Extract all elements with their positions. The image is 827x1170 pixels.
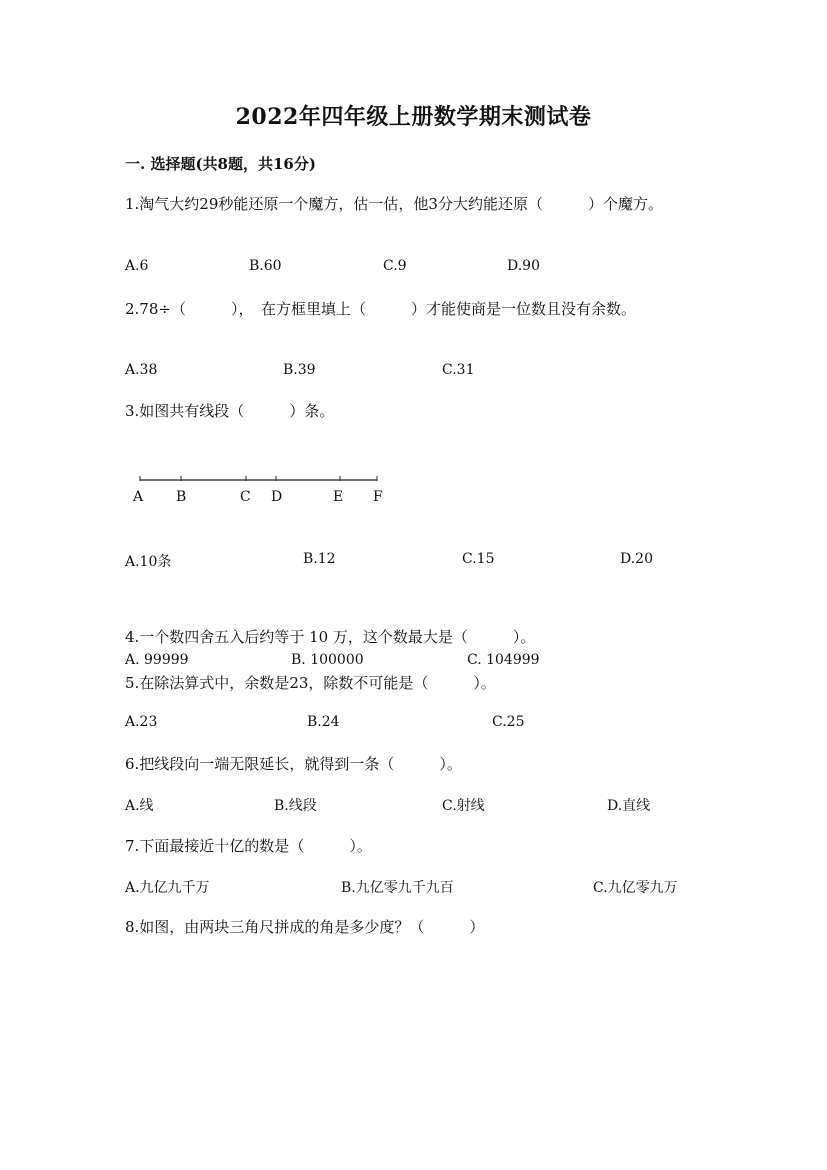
- q1-option-c: C.9: [383, 258, 407, 274]
- q4-option-c: C. 104999: [467, 652, 540, 668]
- q3-option-d: D.20: [620, 551, 653, 567]
- q3-option-c: C.15: [462, 551, 495, 567]
- q4-option-b: B. 100000: [291, 652, 364, 668]
- question-2-text: 2.78÷（ ）， 在方框里填上（ ）才能使商是一位数且没有余数。: [125, 300, 636, 318]
- question-4-text: 4.一个数四舍五入后约等于 10 万，这个数最大是（ ）。: [125, 628, 536, 646]
- question-1-text: 1.淘气大约29秒能还原一个魔方，估一估，他3分大约能还原（ ）个魔方。: [125, 195, 663, 213]
- q6-option-c: C.射线: [442, 798, 485, 814]
- q6-option-b: B.线段: [274, 798, 317, 814]
- q1-option-b: B.60: [249, 258, 282, 274]
- q3-option-b: B.12: [303, 551, 336, 567]
- point-label-f: F: [373, 489, 383, 505]
- q2-option-c: C.31: [442, 362, 475, 378]
- q7-option-c: C.九亿零九万: [593, 880, 678, 896]
- q5-option-b: B.24: [307, 714, 340, 730]
- section-heading: 一. 选择题(共8题，共16分): [125, 155, 316, 173]
- q7-option-b: B.九亿零九千九百: [341, 880, 454, 896]
- question-5-text: 5.在除法算式中，余数是23，除数不可能是（ ）。: [125, 674, 496, 692]
- q6-option-a: A.线: [125, 798, 154, 814]
- point-label-d: D: [271, 489, 283, 505]
- question-6-text: 6.把线段向一端无限延长，就得到一条（ ）。: [125, 755, 462, 773]
- page-title: 2022年四年级上册数学期末测试卷: [235, 104, 592, 130]
- q5-option-c: C.25: [492, 714, 525, 730]
- q2-option-b: B.39: [283, 362, 316, 378]
- question-3-text: 3.如图共有线段（ ）条。: [125, 402, 335, 420]
- point-label-a: A: [133, 489, 144, 505]
- question-8-text: 8.如图，由两块三角尺拼成的角是多少度？（ ）: [125, 918, 485, 936]
- q4-option-a: A. 99999: [125, 652, 189, 668]
- q6-option-d: D.直线: [607, 798, 651, 814]
- q7-option-a: A.九亿九千万: [125, 880, 210, 896]
- q5-option-a: A.23: [125, 714, 158, 730]
- line-segment-figure: [125, 470, 395, 510]
- q1-option-a: A.6: [125, 258, 149, 274]
- point-label-b: B: [176, 489, 187, 505]
- q2-option-a: A.38: [125, 362, 158, 378]
- point-label-c: C: [240, 489, 251, 505]
- question-7-text: 7.下面最接近十亿的数是（ ）。: [125, 837, 372, 855]
- q3-option-a: A.10条: [125, 554, 172, 570]
- q1-option-d: D.90: [507, 258, 540, 274]
- point-label-e: E: [333, 489, 344, 505]
